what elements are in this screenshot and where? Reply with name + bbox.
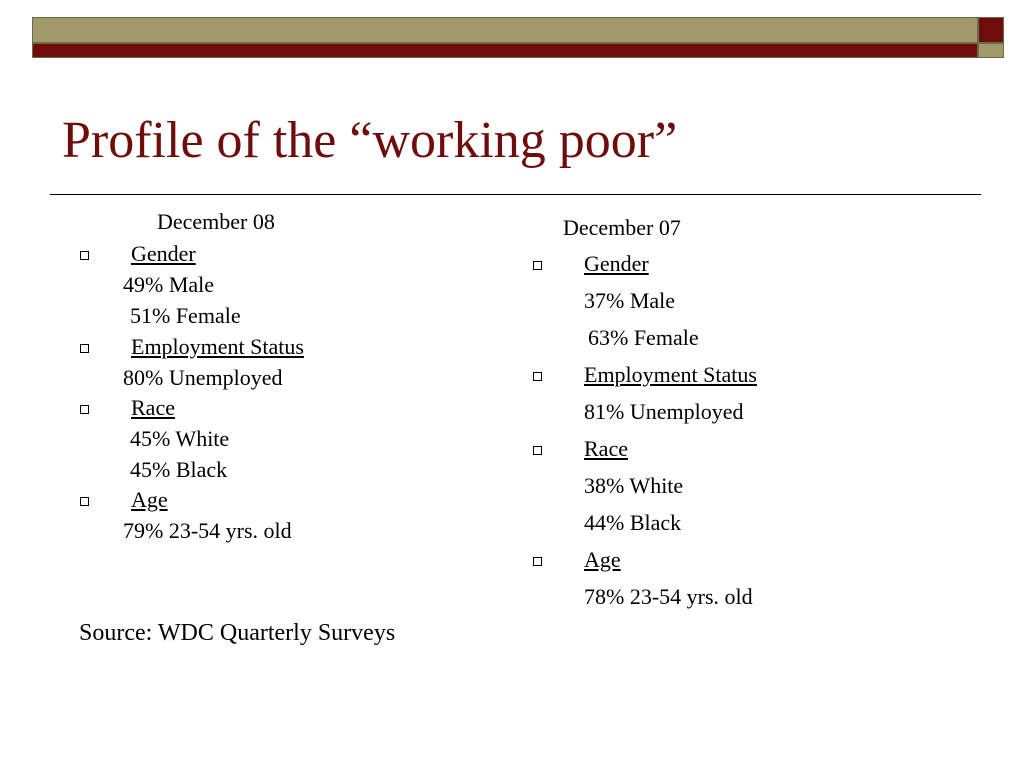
bullet-icon — [80, 497, 89, 506]
right-gender-label: Gender — [584, 251, 649, 276]
title-divider — [50, 194, 981, 195]
right-male-value: 37% Male — [584, 288, 676, 313]
left-female-value: 51% Female — [130, 303, 241, 328]
right-female-value: 63% Female — [588, 325, 699, 350]
header-square-olive — [978, 43, 1004, 58]
slide-title: Profile of the “working poor” — [62, 112, 678, 169]
bullet-icon — [80, 344, 89, 353]
right-white-value: 38% White — [584, 473, 684, 498]
right-race-label: Race — [584, 436, 628, 461]
left-age-label: Age — [131, 487, 168, 512]
header-bar-maroon — [32, 43, 978, 58]
bullet-icon — [80, 405, 89, 414]
bullet-icon — [80, 251, 89, 260]
left-age-value: 79% 23-54 yrs. old — [123, 518, 292, 543]
left-gender-label: Gender — [131, 241, 196, 266]
header-bar-olive — [32, 17, 978, 43]
bullet-icon — [533, 261, 542, 270]
left-unemployed-value: 80% Unemployed — [123, 365, 283, 390]
right-employment-label: Employment Status — [584, 362, 757, 387]
left-white-value: 45% White — [130, 426, 230, 451]
source-note: Source: WDC Quarterly Surveys — [79, 620, 396, 646]
right-unemployed-value: 81% Unemployed — [584, 399, 744, 424]
left-black-value: 45% Black — [130, 457, 228, 482]
right-column-heading: December 07 — [563, 215, 681, 240]
right-age-value: 78% 23-54 yrs. old — [584, 584, 753, 609]
right-black-value: 44% Black — [584, 510, 682, 535]
left-column-heading: December 08 — [157, 209, 275, 234]
left-male-value: 49% Male — [123, 272, 215, 297]
right-age-label: Age — [584, 547, 621, 572]
bullet-icon — [533, 557, 542, 566]
bullet-icon — [533, 372, 542, 381]
header-square-maroon — [978, 17, 1004, 43]
left-employment-label: Employment Status — [131, 334, 304, 359]
bullet-icon — [533, 446, 542, 455]
left-race-label: Race — [131, 395, 175, 420]
